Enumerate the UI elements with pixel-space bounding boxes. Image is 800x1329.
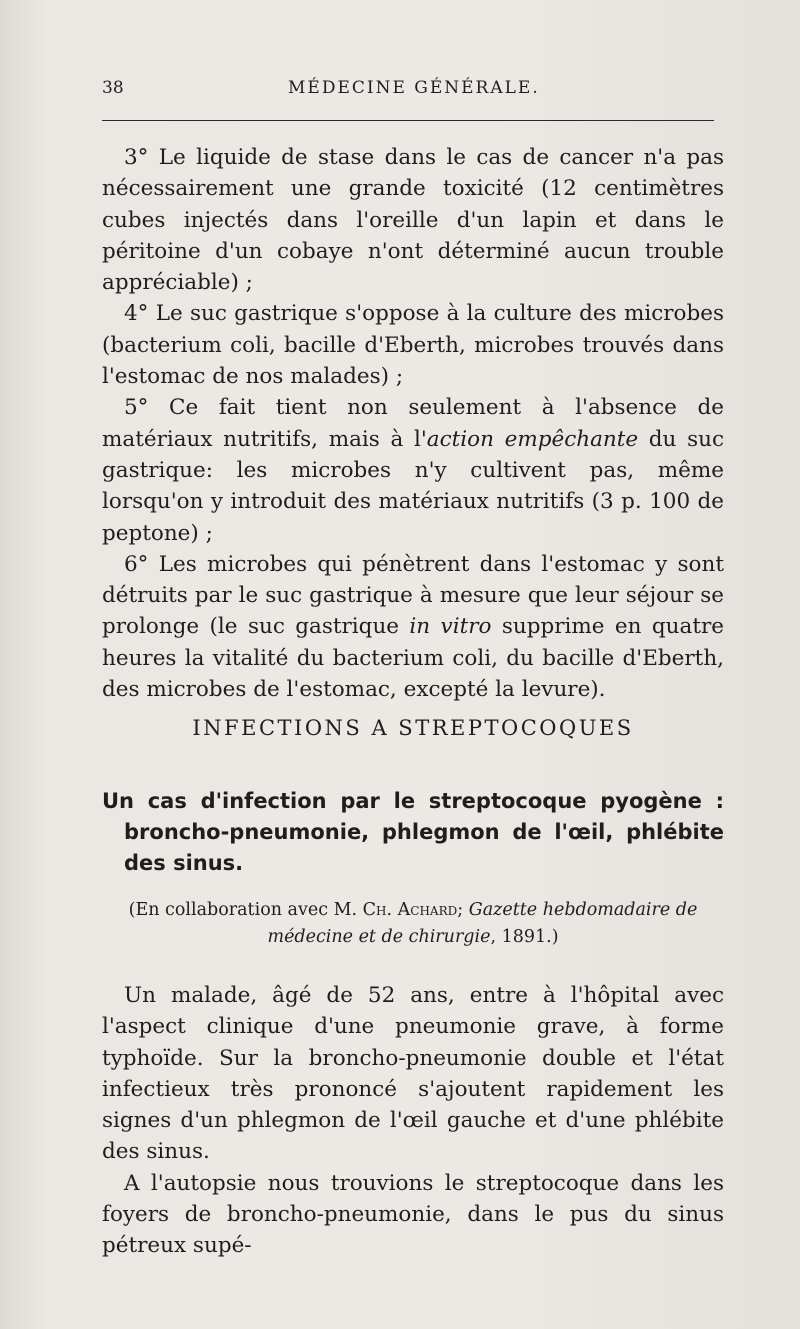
- conclusions-list: [102, 142, 724, 705]
- paragraph-6-text-end: supprime en quatre heures la vitalité du bacterium coli, du bacille d'Eberth, des microbes de l'estomac, excepté la levure).: [102, 614, 724, 703]
- case-paragraph-2: A l'autopsie nous trouvions le streptocoque dans les foyers de broncho-pneumonie, dans le pus du sinus pétreux supé-: [102, 1170, 724, 1259]
- case-paragraph-1: Un malade, âgé de 52 ans, entre à l'hôpital avec l'aspect clinique d'une pneumonie grave, à forme typhoïde. Sur la broncho-pneumonie double et l'état infectieux très prononcé s'ajoutent rapidement les signes d'un phlegmon de l'œil gauche et d'une phlébite des sinus.: [102, 983, 724, 1165]
- citation-journal: Gazette hebdomadaire de médecine et de chirurgie: [267, 900, 698, 947]
- running-title: MÉDECINE GÉNÉRALE.: [288, 78, 540, 98]
- paragraph-5: [102, 392, 724, 548]
- citation-separator: ;: [457, 900, 469, 920]
- paragraph-6-text: 6° Les microbes qui pénètrent dans l'estomac y sont détruits par le suc gastrique à mesure que leur séjour se prolonge (le suc gastrique: [102, 551, 724, 640]
- paragraph-5-text-end: du suc gastrique: les microbes n'y cultivent pas, même lorsqu'on y introduit des matériaux nutritifs (3 p. 100 de peptone) ;: [102, 426, 725, 546]
- paragraph-5-emphasis: action empêchante: [426, 426, 639, 452]
- page-header: [102, 74, 720, 104]
- paragraph-6: [102, 549, 724, 705]
- paragraph-3: 3° Le liquide de stase dans le cas de cancer n'a pas nécessairement une grande toxicité (12 centimètres cubes injectés dans l'oreille d'un lapin et dans le péritoine d'un cobaye n'ont déterminé aucun trouble appréciable) ;: [102, 145, 724, 296]
- citation-year: , 1891.): [490, 927, 559, 947]
- section-heading: INFECTIONS A STREPTOCOQUES: [192, 716, 634, 740]
- article-title: Un cas d'infection par le streptocoque pyogène : broncho-pneumonie, phlegmon de l'œil, phlébite des sinus.: [102, 789, 724, 875]
- header-rule: [102, 120, 714, 121]
- citation-author: Ch. Achard: [362, 900, 458, 920]
- citation: [102, 897, 724, 951]
- paragraph-6-emphasis: in vitro: [409, 614, 492, 640]
- page-number: 38: [102, 78, 124, 98]
- citation-prefix: (En collaboration avec M.: [128, 900, 363, 920]
- paragraph-5-text: 5° Ce fait tient non seulement à l'absence de matériaux nutritifs, mais à l': [102, 395, 724, 452]
- case-description: [102, 980, 724, 1262]
- paragraph-4: 4° Le suc gastrique s'oppose à la culture des microbes (bacterium coli, bacille d'Eberth, microbes trouvés dans l'estomac de nos malades) ;: [102, 301, 724, 390]
